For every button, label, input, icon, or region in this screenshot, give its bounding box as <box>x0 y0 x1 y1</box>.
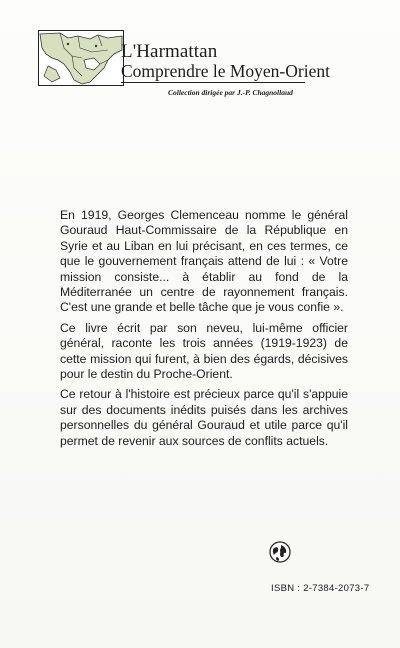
blurb-paragraph-2: Ce livre écrit par son neveu, lui-même officier général, raconte les trois années (1919-1923) de cette mission qui furent, à bien des égards, décisives pour le destin du Proche-Orient. <box>60 320 348 382</box>
globe-emblem-icon <box>269 541 291 563</box>
middle-east-map-icon <box>38 30 124 86</box>
blurb-paragraph-3: Ce retour à l'histoire est précieux parce qu'il s'appuie sur des documents inédits puisés dans les archives personnelles du général Gouraud et utile parce qu'il permet de revenir aux sources de conflits actuels. <box>60 387 348 448</box>
collection-director: Collection dirigée par J.-P. Chagnollaud <box>168 88 293 97</box>
blurb-text <box>60 208 348 454</box>
header-divider <box>121 82 305 83</box>
publisher-name: L'Harmattan <box>121 41 218 62</box>
isbn-number: ISBN : 2-7384-2073-7 <box>271 583 370 594</box>
blurb-paragraph-1: En 1919, Georges Clemenceau nomme le général Gouraud Haut-Commissaire de la République en Syrie et au Liban en lui précisant, en ces termes, ce que le gouvernement français attend de lui : « Votre mission consiste... à établir au fond de la Méditerranée un centre de rayonnement français. C'est une grande et belle tâche que je vous confie ». <box>60 208 348 315</box>
series-title: Comprendre le Moyen-Orient <box>121 61 330 81</box>
